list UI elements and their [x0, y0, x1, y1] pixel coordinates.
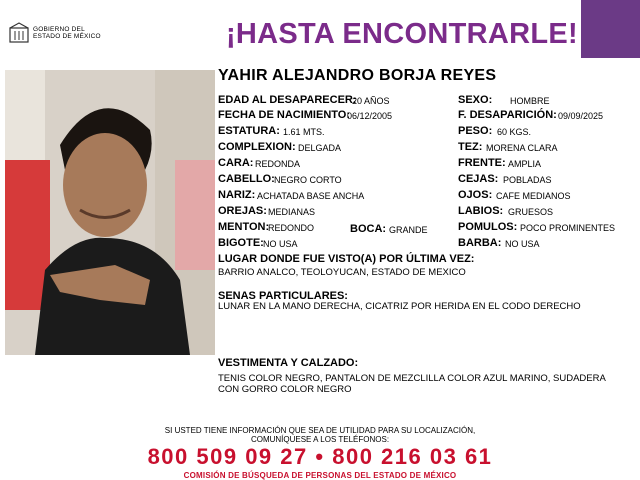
vestimenta-line-2: CON GORRO COLOR NEGRO — [218, 384, 352, 395]
complexion-label: COMPLEXION: — [218, 141, 296, 153]
phone-numbers — [0, 444, 640, 470]
cara-value: REDONDA — [255, 159, 301, 169]
tez-label: TEZ: — [458, 141, 483, 153]
senas-value: LUNAR EN LA MANO DERECHA, CICATRIZ POR HERIDA EN EL CODO DERECHO — [218, 301, 581, 312]
nariz-label: NARIZ: — [218, 189, 256, 201]
labios-value: GRUESOS — [508, 207, 554, 217]
gov-line-1: GOBIERNO DEL — [33, 26, 85, 33]
fnac-label: FECHA DE NACIMIENTO: — [218, 109, 350, 121]
pomulos-label: POMULOS: — [458, 221, 518, 233]
bigote-value: NO USA — [263, 239, 298, 249]
complexion-value: DELGADA — [298, 143, 342, 153]
ojos-label: OJOS: — [458, 189, 493, 201]
fdes-label: F. DESAPARICIÓN: — [458, 109, 557, 121]
missing-person-photo — [5, 70, 215, 355]
menton-value: REDONDO — [268, 223, 315, 233]
sexo-value: HOMBRE — [510, 96, 550, 106]
person-name: YAHIR ALEJANDRO BORJA REYES — [218, 67, 497, 84]
edad-value: 20 AÑOS — [352, 96, 390, 106]
fdes-value: 09/09/2025 — [558, 111, 604, 121]
tez-value: MORENA CLARA — [486, 143, 558, 153]
cejas-value: POBLADAS — [503, 175, 552, 185]
phone-1[interactable]: 800 509 09 27 — [147, 444, 308, 469]
boca-value: GRANDE — [389, 225, 428, 235]
contact-note-line-1: SI USTED TIENE INFORMACIÓN QUE SEA DE UTILIDAD PARA SU LOCALIZACIÓN, — [164, 426, 476, 435]
peso-value: 60 KGS. — [497, 127, 532, 137]
senas-label: SENAS PARTICULARES: — [218, 290, 348, 302]
commission-name: COMISIÓN DE BÚSQUEDA DE PERSONAS DEL ESTADO DE MÉXICO — [183, 471, 457, 480]
lugar-label: LUGAR DONDE FUE VISTO(A) POR ÚLTIMA VEZ: — [218, 253, 475, 265]
orejas-label: OREJAS: — [218, 205, 267, 217]
ojos-value: CAFE MEDIANOS — [496, 191, 571, 201]
labios-label: LABIOS: — [458, 205, 504, 217]
boca-label: BOCA: — [350, 223, 387, 235]
cabello-value: NEGRO CORTO — [274, 175, 342, 185]
frente-label: FRENTE: — [458, 157, 506, 169]
vestimenta-value — [218, 373, 633, 395]
phone-2[interactable]: 800 216 03 61 — [332, 444, 493, 469]
cara-label: CARA: — [218, 157, 254, 169]
fnac-value: 06/12/2005 — [347, 111, 393, 121]
lugar-value: BARRIO ANALCO, TEOLOYUCAN, ESTADO DE MEXICO — [218, 267, 466, 278]
frente-value: AMPLIA — [508, 159, 542, 169]
orejas-value: MEDIANAS — [268, 207, 316, 217]
state-seal-icon — [8, 22, 30, 44]
edad-label: EDAD AL DESAPARECER: — [218, 94, 357, 106]
contact-note — [0, 426, 640, 444]
gov-line-2: ESTADO DE MÉXICO — [33, 33, 101, 40]
headline: ¡HASTA ENCONTRARLE! — [225, 18, 578, 50]
barba-value: NO USA — [505, 239, 540, 249]
cabello-label: CABELLO: — [218, 173, 275, 185]
sexo-label: SEXO: — [458, 94, 493, 106]
government-logo — [8, 22, 128, 44]
cejas-label: CEJAS: — [458, 173, 499, 185]
barba-label: BARBA: — [458, 237, 502, 249]
gov-name — [33, 26, 101, 40]
contact-note-line-2: COMUNÍQUESE A LOS TELÉFONOS: — [250, 435, 390, 444]
pomulos-value: POCO PROMINENTES — [520, 223, 616, 233]
vestimenta-label: VESTIMENTA Y CALZADO: — [218, 357, 359, 369]
bullet-separator: • — [315, 444, 325, 469]
vestimenta-line-1: TENIS COLOR NEGRO, PANTALON DE MEZCLILLA COLOR AZUL MARINO, SUDADERA — [218, 373, 606, 384]
bigote-label: BIGOTE: — [218, 237, 264, 249]
estatura-label: ESTATURA: — [218, 125, 280, 137]
estatura-value: 1.61 MTS. — [283, 127, 325, 137]
photo-illustration — [5, 70, 215, 355]
nariz-value: ACHATADA BASE ANCHA — [257, 191, 365, 201]
menton-label: MENTON: — [218, 221, 270, 233]
accent-bar — [581, 0, 640, 58]
peso-label: PESO: — [458, 125, 493, 137]
